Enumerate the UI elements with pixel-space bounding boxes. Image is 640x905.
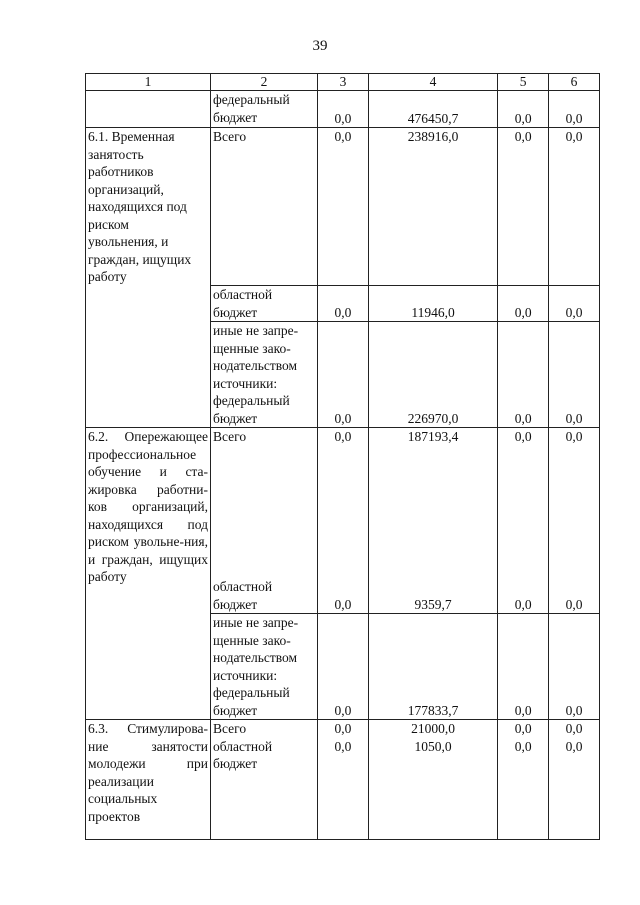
value-cell: 21000,0	[411, 721, 455, 736]
value-cell-group	[368, 720, 497, 840]
value-cell: 0,0	[549, 128, 600, 286]
value-cell: 0,0	[514, 596, 532, 612]
row-label: 6.1. Временная занятость работников организаций, находящихся под риском увольнения, и граждан, ищущих работу	[86, 128, 211, 428]
value-cell: 0,0	[334, 721, 352, 736]
table-header-row	[86, 74, 600, 91]
header-col-5: 5	[498, 74, 549, 91]
value-cell: 11946,0	[368, 286, 497, 322]
value-cell: 226970,0	[368, 322, 497, 428]
value-cell: 177833,7	[368, 614, 497, 720]
value-cell: 0,0	[334, 429, 352, 444]
value-cell: 0,0	[549, 614, 600, 720]
value-cell-group	[318, 428, 369, 614]
value-cell: 0,0	[318, 128, 369, 286]
value-cell: 0,0	[498, 614, 549, 720]
source-label-regional: областной бюджет	[213, 579, 273, 612]
row-label	[86, 91, 211, 128]
value-cell: 0,0	[549, 322, 600, 428]
header-col-4: 4	[368, 74, 497, 91]
source-label: Всего областной бюджет	[211, 428, 318, 614]
value-cell-group	[318, 720, 369, 840]
header-col-6: 6	[549, 74, 600, 91]
value-cell: 0,0	[318, 322, 369, 428]
value-cell: 0,0	[498, 91, 549, 128]
value-cell: 1050,0	[414, 738, 452, 754]
table-row	[86, 720, 600, 840]
value-cell-group	[498, 720, 549, 840]
value-cell: 0,0	[334, 596, 352, 612]
header-col-2: 2	[211, 74, 318, 91]
value-cell: 0,0	[514, 738, 532, 754]
value-cell: 238916,0	[368, 128, 497, 286]
value-cell: 0,0	[498, 128, 549, 286]
value-cell: 0,0	[565, 721, 583, 736]
table-row	[86, 128, 600, 286]
value-cell: 0,0	[514, 429, 532, 444]
header-col-3: 3	[318, 74, 369, 91]
table-row	[86, 428, 600, 614]
value-cell: 0,0	[498, 322, 549, 428]
value-cell: 0,0	[334, 738, 352, 754]
value-cell-group	[549, 428, 600, 614]
value-cell: 187193,4	[407, 429, 459, 444]
value-cell: 0,0	[498, 286, 549, 322]
value-cell: 9359,7	[414, 596, 452, 612]
source-label: иные не запре- щенные зако- нодательством источники: федеральный бюджет	[211, 614, 318, 720]
value-cell: 0,0	[565, 596, 583, 612]
value-cell-group	[498, 428, 549, 614]
value-cell: 0,0	[565, 738, 583, 754]
value-cell: 0,0	[318, 614, 369, 720]
source-label: Всего	[211, 128, 318, 286]
source-label: иные не запре- щенные зако- нодательством источники: федеральный бюджет	[211, 322, 318, 428]
header-col-1: 1	[86, 74, 211, 91]
row-label: 6.3. Стимулирова-ние занятости молодежи при реализации социальных проектов	[86, 720, 211, 840]
value-cell: 476450,7	[368, 91, 497, 128]
value-cell: 0,0	[514, 721, 532, 736]
value-cell-group	[368, 428, 497, 614]
source-label: федеральный бюджет	[211, 91, 318, 128]
budget-table	[85, 73, 600, 840]
value-cell: 0,0	[318, 286, 369, 322]
page-number: 39	[312, 38, 328, 54]
value-cell: 0,0	[549, 91, 600, 128]
row-label: 6.2. Опережающее профессиональное обучение и ста-жировка работни-ков организаций, находящихся под риском увольне-ния, и граждан, ищущих работу	[86, 428, 211, 720]
source-label: Всего областной бюджет	[211, 720, 318, 840]
value-cell: 0,0	[549, 286, 600, 322]
value-cell-group	[549, 720, 600, 840]
value-cell: 0,0	[318, 91, 369, 128]
source-label: областной бюджет	[211, 286, 318, 322]
value-cell: 0,0	[565, 429, 583, 444]
table-row	[86, 91, 600, 128]
